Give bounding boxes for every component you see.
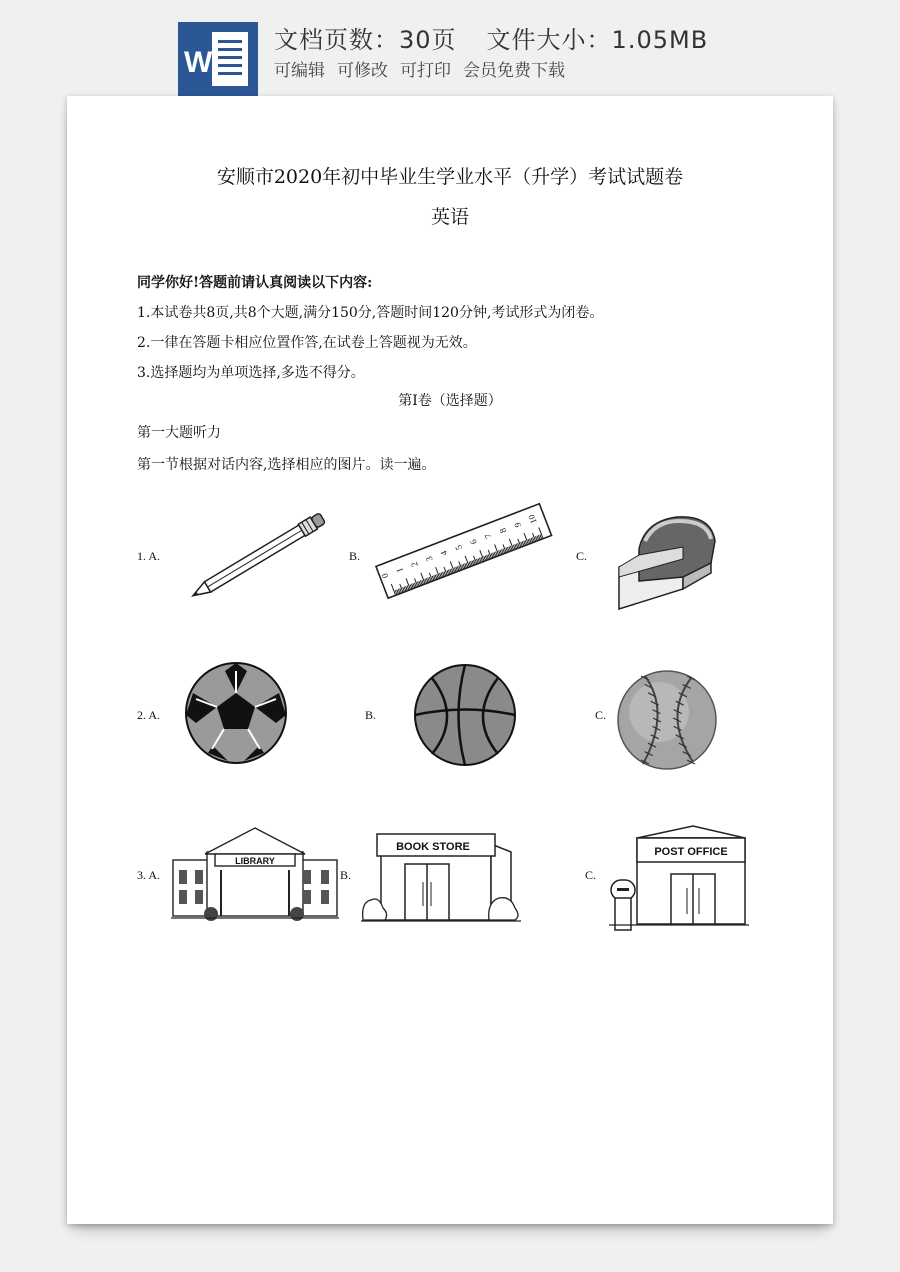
ruler-number: 10 <box>526 513 539 526</box>
ruler-image <box>367 496 562 611</box>
baseball-image <box>615 668 719 772</box>
word-icon-letter: W <box>184 46 213 79</box>
subsection-title: 第一节根据对话内容,选择相应的图片。读一遍。 <box>137 457 436 473</box>
page-count: 文档页数：30页 <box>274 26 457 54</box>
file-size: 文件大小：1.05MB <box>486 26 709 54</box>
instruction-2: 2.一律在答题卡相应位置作答,在试卷上答题视为无效。 <box>137 335 477 351</box>
doc-subject: 英语 <box>430 206 469 228</box>
ruler-number: 8 <box>497 526 509 535</box>
instruction-1: 1.本试卷共8页,共8个大题,满分150分,答题时间120分钟,考试形式为闭卷。 <box>137 305 604 321</box>
document-page <box>67 96 833 1224</box>
q2-label-a: 2. A. <box>137 708 161 722</box>
basketball-image <box>412 662 518 768</box>
banner-title <box>274 20 738 55</box>
pencil-image <box>177 506 342 601</box>
part-title: 第一大题听力 <box>137 425 221 441</box>
eraser-image <box>615 511 720 611</box>
bookstore-sign-text: BOOK STORE <box>396 841 470 853</box>
feature-printable: 可打印 <box>400 61 451 81</box>
greeting: 同学你好!答题前请认真阅读以下内容: <box>137 275 373 291</box>
download-banner <box>0 0 900 96</box>
word-document-icon <box>178 22 258 96</box>
post-office-sign-text: POST OFFICE <box>654 846 728 858</box>
ruler-number: 1 <box>394 566 406 575</box>
ruler-number: 4 <box>438 549 450 558</box>
section-title: 第Ⅰ卷（选择题） <box>398 393 502 409</box>
banner-features <box>274 56 577 81</box>
library-sign-text: LIBRARY <box>235 856 275 866</box>
bookstore-image <box>361 830 521 926</box>
feature-modifiable: 可修改 <box>337 61 388 81</box>
doc-title: 安顺市2020年初中毕业生学业水平（升学）考试试题卷 <box>216 166 684 188</box>
ruler-number: 6 <box>467 537 479 546</box>
ruler-number: 5 <box>453 543 465 552</box>
q1-label-a: 1. A. <box>137 549 161 563</box>
feature-member-download: 会员免费下载 <box>463 61 565 81</box>
q2-label-c: C. <box>595 708 607 722</box>
q3-label-c: C. <box>585 868 597 882</box>
ruler-number: 7 <box>482 532 494 541</box>
q2-label-b: B. <box>365 708 377 722</box>
instruction-3: 3.选择题均为单项选择,多选不得分。 <box>137 365 365 381</box>
post-office-image <box>609 824 749 938</box>
library-image <box>171 826 339 926</box>
soccer-ball-image <box>184 659 289 767</box>
ruler-number: 2 <box>408 560 420 569</box>
q1-label-c: C. <box>576 549 588 563</box>
ruler-number: 9 <box>512 520 524 529</box>
q1-label-b: B. <box>349 549 361 563</box>
feature-editable: 可编辑 <box>274 61 325 81</box>
ruler-number: 0 <box>379 571 391 580</box>
q3-label-b: B. <box>340 868 352 882</box>
q3-label-a: 3. A. <box>137 868 161 882</box>
ruler-number: 3 <box>423 554 435 563</box>
